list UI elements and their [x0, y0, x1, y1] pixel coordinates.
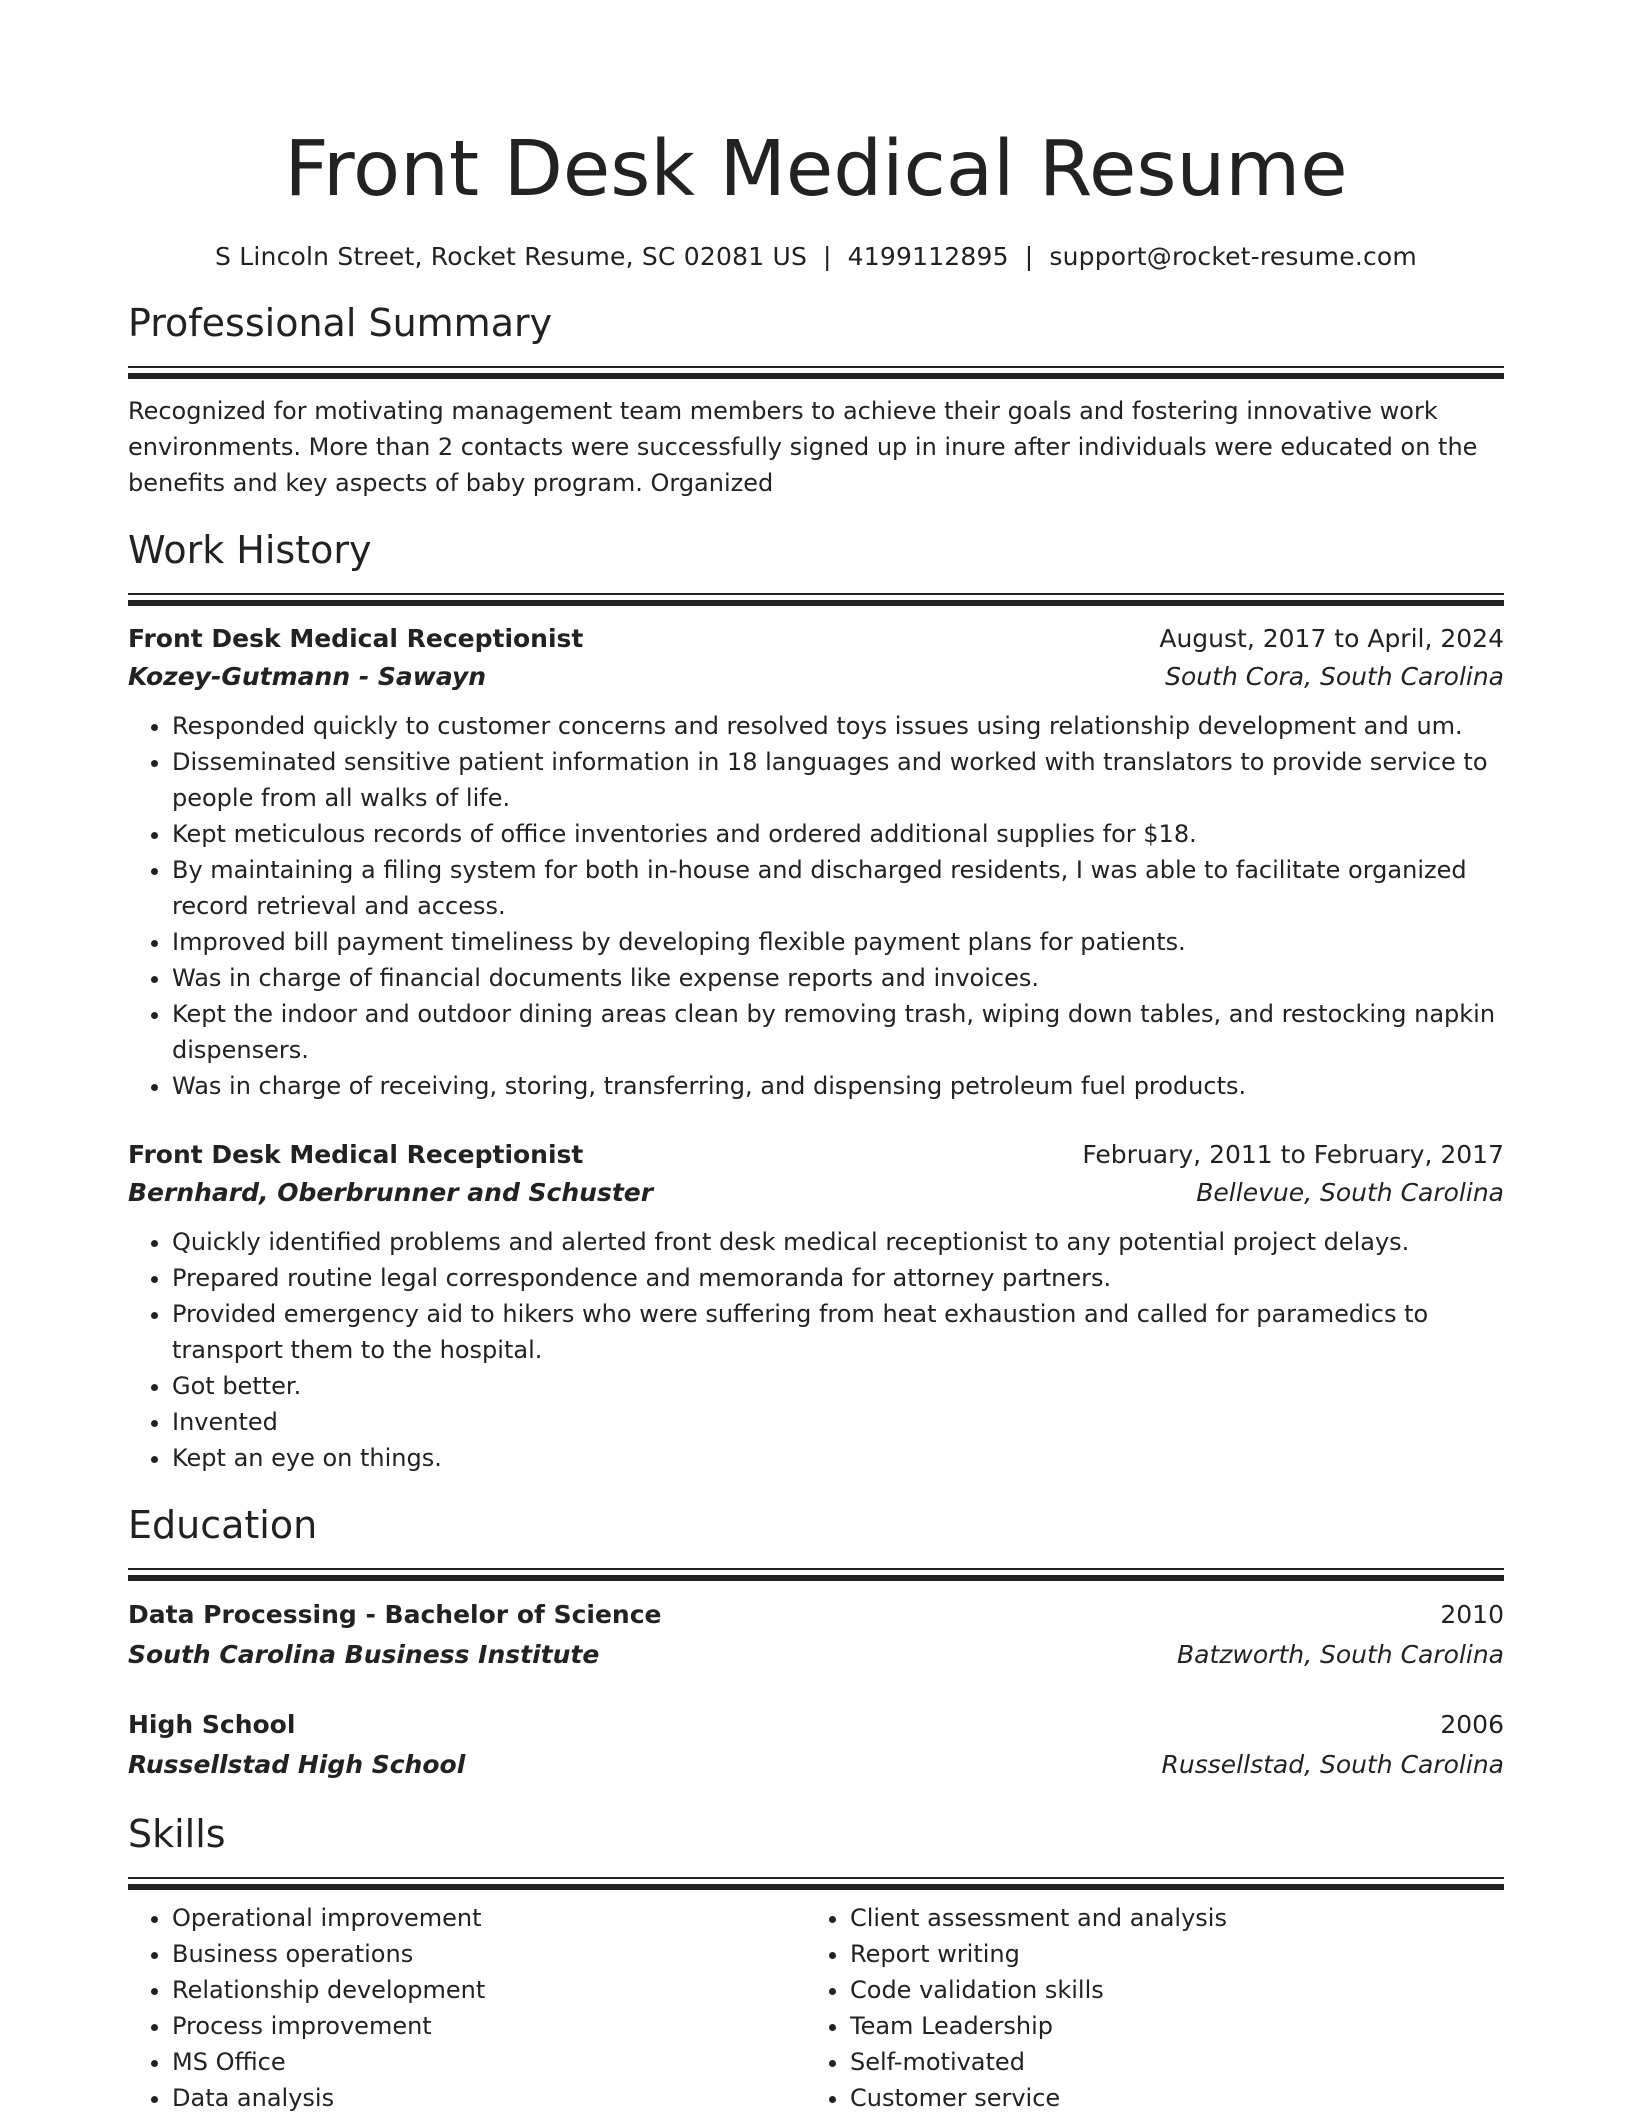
section-divider — [128, 1568, 1504, 1570]
skill-item: • MS Office — [172, 2044, 806, 2080]
education-school: South Carolina Business Institute — [128, 1640, 600, 1669]
skill-item: • Code validation skills — [850, 1972, 1484, 2008]
job-location: Bellevue, South Carolina — [1196, 1178, 1504, 1207]
job-bullet: • Improved bill payment timeliness by developing flexible payment plans for patients. — [172, 924, 1504, 960]
job-dates: August, 2017 to April, 2024 — [1159, 624, 1504, 653]
job-bullet: • Invented — [172, 1404, 1504, 1440]
resume-page — [128, 0, 1504, 2112]
section-divider — [128, 1877, 1504, 1879]
education-year: 2006 — [1440, 1710, 1504, 1739]
section-divider-thick — [128, 373, 1504, 379]
contact-separator: | — [1024, 242, 1034, 271]
contact-email: support@rocket-resume.com — [1049, 242, 1417, 271]
education-degree: High School — [128, 1710, 296, 1739]
education-school: Russellstad High School — [128, 1750, 466, 1779]
job-title: Front Desk Medical Receptionist — [128, 1140, 584, 1169]
job-entry — [128, 1136, 1504, 1476]
contact-separator: | — [823, 242, 832, 271]
contact-line — [128, 240, 1504, 274]
education-location: Russellstad, South Carolina — [1161, 1750, 1504, 1779]
job-bullets — [128, 1224, 1504, 1476]
job-company: Bernhard, Oberbrunner and Schuster — [128, 1178, 654, 1207]
section-divider — [128, 593, 1504, 595]
education-entry — [128, 1595, 1504, 1675]
skills-section — [128, 1811, 1504, 2112]
summary-section — [128, 300, 1504, 501]
job-bullet: • Was in charge of financial documents like expense reports and invoices. — [172, 960, 1504, 996]
job-bullet: • Was in charge of receiving, storing, transferring, and dispensing petroleum fuel products. — [172, 1068, 1504, 1104]
section-divider-thick — [128, 1575, 1504, 1581]
skill-item: • Team Leadership — [850, 2008, 1484, 2044]
job-location: South Cora, South Carolina — [1165, 662, 1504, 691]
job-bullet: • Got better. — [172, 1368, 1504, 1404]
job-bullet: • Responded quickly to customer concerns and resolved toys issues using relationship development and um. — [172, 708, 1504, 744]
section-divider — [128, 366, 1504, 368]
skill-item: • Self-motivated — [850, 2044, 1484, 2080]
skill-item: • Report writing — [850, 1936, 1484, 1972]
section-divider-thick — [128, 600, 1504, 606]
summary-text: Recognized for motivating management team members to achieve their goals and fostering innovative work environments. More than 2 contacts were successfully signed up in inure after individuals were educated on the benefits and key aspects of baby program. Organized — [128, 397, 1478, 497]
resume-name: Front Desk Medical Resume — [284, 125, 1348, 214]
skill-item: • Relationship development — [172, 1972, 806, 2008]
contact-address: S Lincoln Street, Rocket Resume, SC 02081 US — [215, 242, 808, 271]
education-entry — [128, 1705, 1504, 1785]
job-title: Front Desk Medical Receptionist — [128, 624, 584, 653]
skill-item: • Business operations — [172, 1936, 806, 1972]
education-section — [128, 1502, 1504, 1785]
contact-phone: 4199112895 — [847, 242, 1009, 271]
job-dates: February, 2011 to February, 2017 — [1082, 1140, 1504, 1169]
job-bullets — [128, 708, 1504, 1104]
job-bullet: • Prepared routine legal correspondence and memoranda for attorney partners. — [172, 1260, 1504, 1296]
job-bullet: • Kept meticulous records of office inventories and ordered additional supplies for $18. — [172, 816, 1504, 852]
job-bullet: • Kept the indoor and outdoor dining areas clean by removing trash, wiping down tables, and restocking napkin dispensers. — [172, 996, 1504, 1068]
job-company: Kozey-Gutmann - Sawayn — [128, 662, 487, 691]
work-history-section — [128, 527, 1504, 1476]
job-entry — [128, 620, 1504, 1104]
section-heading: Work History — [128, 528, 372, 572]
section-heading: Education — [128, 1503, 318, 1547]
section-heading: Professional Summary — [128, 301, 553, 345]
skills-columns — [128, 1900, 1504, 2112]
skills-list-left — [128, 1900, 806, 2112]
skill-item: • Data analysis — [172, 2080, 806, 2112]
job-bullet: • Disseminated sensitive patient information in 18 languages and worked with translators to provide service to people from all walks of life. — [172, 744, 1504, 816]
skill-item: • Process improvement — [172, 2008, 806, 2044]
skill-item: • Client assessment and analysis — [850, 1900, 1484, 1936]
job-bullet: • Quickly identified problems and alerted front desk medical receptionist to any potential project delays. — [172, 1224, 1504, 1260]
education-degree: Data Processing - Bachelor of Science — [128, 1600, 662, 1629]
job-bullet: • By maintaining a filing system for both in-house and discharged residents, I was able to facilitate organized record retrieval and access. — [172, 852, 1504, 924]
job-bullet: • Kept an eye on things. — [172, 1440, 1504, 1476]
education-year: 2010 — [1440, 1600, 1504, 1629]
education-location: Batzworth, South Carolina — [1177, 1640, 1504, 1669]
section-heading: Skills — [128, 1812, 226, 1856]
skill-item: • Operational improvement — [172, 1900, 806, 1936]
skills-list-right — [806, 1900, 1484, 2112]
skill-item: • Customer service — [850, 2080, 1484, 2112]
section-divider-thick — [128, 1884, 1504, 1890]
job-bullet: • Provided emergency aid to hikers who were suffering from heat exhaustion and called for paramedics to transport them to the hospital. — [172, 1296, 1504, 1368]
